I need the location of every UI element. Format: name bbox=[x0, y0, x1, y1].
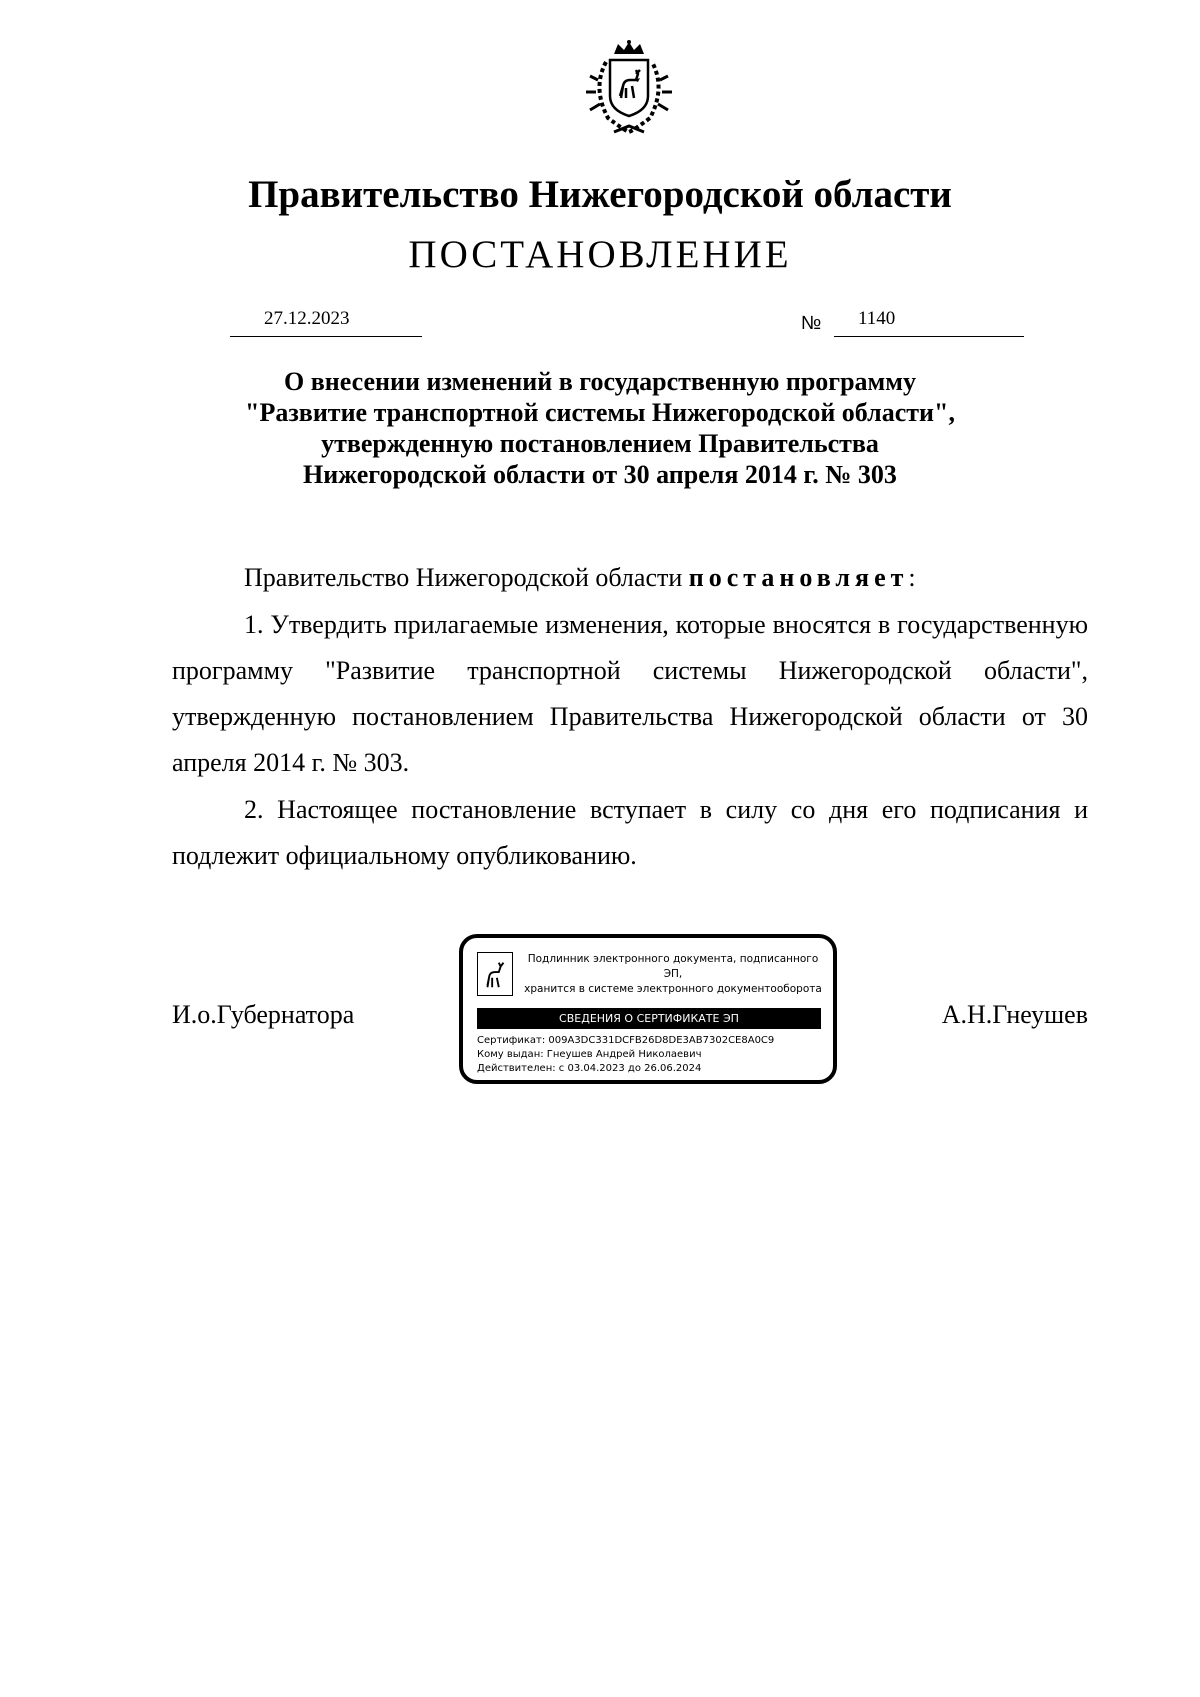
signatory-position: И.о.Губернатора bbox=[172, 1000, 355, 1029]
electronic-signature-stamp bbox=[459, 934, 837, 1084]
subject-line: "Развитие транспортной системы Нижегородской области", bbox=[245, 398, 955, 427]
signatory-name: А.Н.Гнеушев bbox=[941, 1000, 1088, 1029]
resolves-word: постановляет bbox=[688, 563, 909, 592]
deer-icon bbox=[477, 952, 513, 996]
stamp-header-line: хранится в системе электронного документооборота bbox=[524, 983, 822, 995]
date-field bbox=[230, 308, 422, 337]
intro-suffix: : bbox=[908, 563, 916, 592]
intro-prefix: Правительство Нижегородской области bbox=[244, 563, 683, 592]
document-subject bbox=[150, 366, 1050, 490]
coat-of-arms-icon bbox=[574, 40, 684, 140]
paragraph-2: 2. Настоящее постановление вступает в силу со дня его подписания и подлежит официальному опубликованию. bbox=[172, 795, 1088, 870]
subject-line: О внесении изменений в государственную программу bbox=[284, 367, 916, 396]
document-number: 1140 bbox=[858, 308, 896, 329]
subject-line: утвержденную постановлением Правительства bbox=[321, 429, 879, 458]
stamp-details bbox=[477, 1034, 774, 1076]
certificate-number: Сертификат: 009A3DC331DCFB26D8DE3AB7302CE8A0C9 bbox=[477, 1035, 775, 1046]
document-type: ПОСТАНОВЛЕНИЕ bbox=[408, 233, 792, 276]
paragraph-1: 1. Утвердить прилагаемые изменения, которые вносятся в государственную программу "Развитие транспортной системы Нижегородской области", утвержденную постановлением Правительства Нижегородской области от 30 апреля 2014 г. № 303. bbox=[172, 610, 1088, 777]
certificate-owner: Кому выдан: Гнеушев Андрей Николаевич bbox=[477, 1049, 702, 1060]
document-date: 27.12.2023 bbox=[264, 308, 350, 329]
stamp-header-line: Подлинник электронного документа, подписанного ЭП, bbox=[527, 953, 819, 980]
number-field bbox=[834, 308, 1024, 337]
stamp-certificate-bar: СВЕДЕНИЯ О СЕРТИФИКАТЕ ЭП bbox=[477, 1008, 821, 1029]
intro-paragraph bbox=[172, 555, 1088, 601]
certificate-validity: Действителен: с 03.04.2023 до 26.06.2024 bbox=[477, 1063, 702, 1074]
number-sign: № bbox=[801, 313, 822, 334]
government-title: Правительство Нижегородской области bbox=[248, 173, 952, 216]
stamp-header bbox=[519, 952, 827, 997]
subject-line: Нижегородской области от 30 апреля 2014 г. № 303 bbox=[303, 460, 897, 489]
